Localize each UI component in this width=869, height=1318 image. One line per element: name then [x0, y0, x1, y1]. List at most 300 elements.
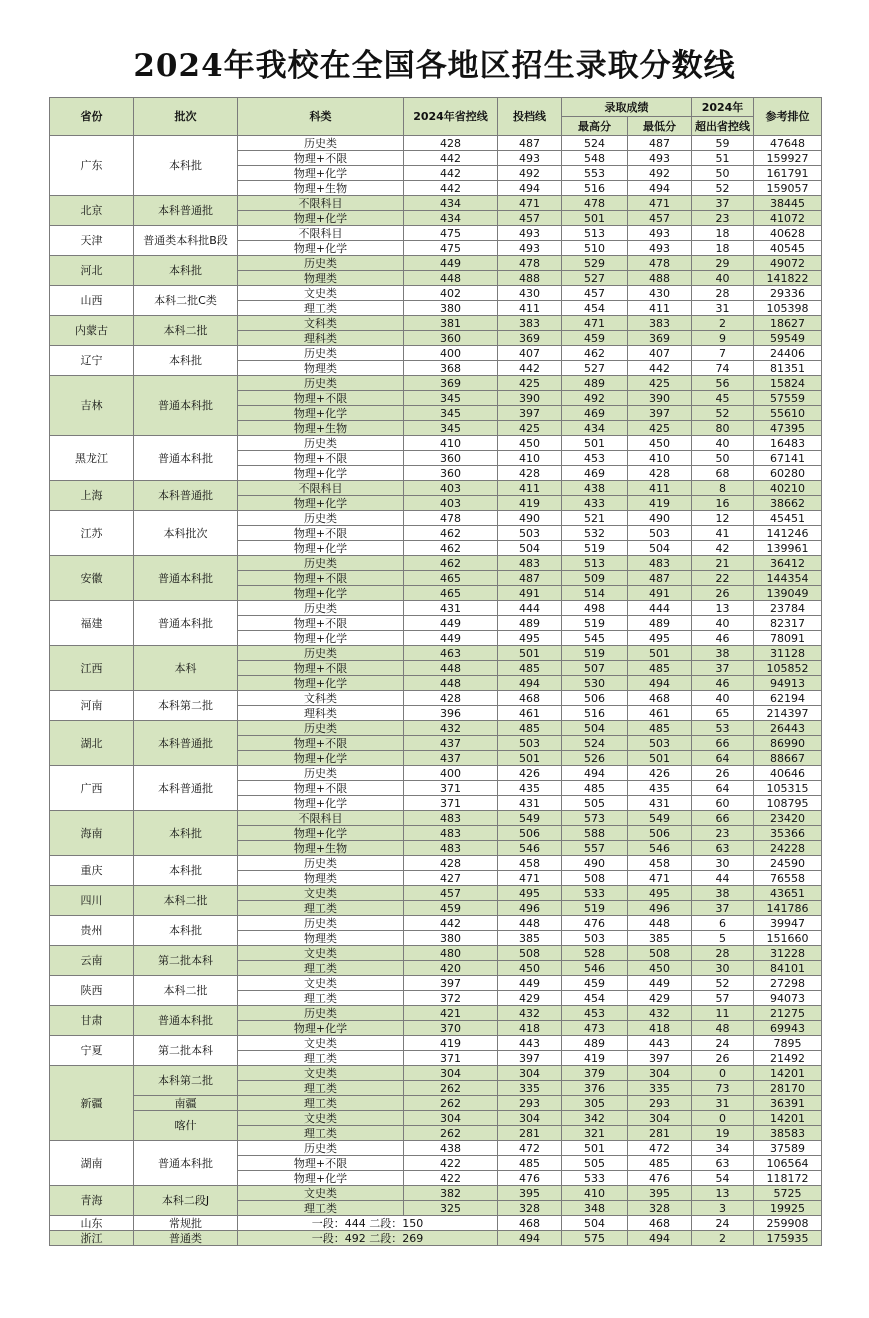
over-line-cell: 23: [692, 211, 754, 226]
max-score-cell: 434: [562, 421, 628, 436]
max-score-cell: 575: [562, 1231, 628, 1246]
over-line-cell: 38: [692, 886, 754, 901]
submit-line-cell: 478: [498, 256, 562, 271]
submit-line-cell: 461: [498, 706, 562, 721]
rank-cell: 37589: [754, 1141, 822, 1156]
header-min: 最低分: [628, 117, 692, 136]
max-score-cell: 379: [562, 1066, 628, 1081]
max-score-cell: 457: [562, 286, 628, 301]
submit-line-cell: 428: [498, 466, 562, 481]
submit-line-cell: 491: [498, 586, 562, 601]
submit-line-cell: 432: [498, 1006, 562, 1021]
subject-cell: 不限科目: [238, 811, 404, 826]
batch-cell: 普通类: [134, 1231, 238, 1246]
batch-cell: 本科批: [134, 136, 238, 196]
batch-cell: 本科普通批: [134, 766, 238, 811]
min-score-cell: 494: [628, 1231, 692, 1246]
min-score-cell: 506: [628, 826, 692, 841]
rank-cell: 139961: [754, 541, 822, 556]
subject-cell: 历史类: [238, 256, 404, 271]
max-score-cell: 501: [562, 211, 628, 226]
submit-line-cell: 493: [498, 226, 562, 241]
rank-cell: 26443: [754, 721, 822, 736]
rank-cell: 67141: [754, 451, 822, 466]
subject-cell: 物理+不限: [238, 661, 404, 676]
max-score-cell: 492: [562, 391, 628, 406]
rank-cell: 47395: [754, 421, 822, 436]
max-score-cell: 490: [562, 856, 628, 871]
rank-cell: 36412: [754, 556, 822, 571]
submit-line-cell: 501: [498, 751, 562, 766]
rank-cell: 23784: [754, 601, 822, 616]
rank-cell: 31228: [754, 946, 822, 961]
batch-cell: 南疆: [134, 1096, 238, 1111]
rank-cell: 40646: [754, 766, 822, 781]
max-score-cell: 453: [562, 1006, 628, 1021]
submit-line-cell: 410: [498, 451, 562, 466]
control-line-cell: 402: [404, 286, 498, 301]
batch-cell: 普通本科批: [134, 1006, 238, 1036]
table-row: [50, 316, 822, 331]
control-line-cell: 345: [404, 421, 498, 436]
max-score-cell: 433: [562, 496, 628, 511]
max-score-cell: 527: [562, 361, 628, 376]
province-cell: 贵州: [50, 916, 134, 946]
min-score-cell: 494: [628, 676, 692, 691]
rank-cell: 40545: [754, 241, 822, 256]
batch-cell: 本科批次: [134, 511, 238, 556]
over-line-cell: 26: [692, 1051, 754, 1066]
subject-cell: 文史类: [238, 946, 404, 961]
rank-cell: 108795: [754, 796, 822, 811]
over-line-cell: 63: [692, 841, 754, 856]
min-score-cell: 496: [628, 901, 692, 916]
header-over-line-1: 2024年: [692, 98, 754, 117]
min-score-cell: 504: [628, 541, 692, 556]
max-score-cell: 505: [562, 1156, 628, 1171]
submit-line-cell: 390: [498, 391, 562, 406]
table-row: [50, 556, 822, 571]
table-row: [50, 511, 822, 526]
province-cell: 江苏: [50, 511, 134, 556]
batch-cell: 本科二段J: [134, 1186, 238, 1216]
table-row: [50, 601, 822, 616]
max-score-cell: 478: [562, 196, 628, 211]
max-score-cell: 485: [562, 781, 628, 796]
submit-line-cell: 493: [498, 241, 562, 256]
over-line-cell: 24: [692, 1036, 754, 1051]
min-score-cell: 472: [628, 1141, 692, 1156]
batch-cell: 本科批: [134, 856, 238, 886]
min-score-cell: 430: [628, 286, 692, 301]
submit-line-cell: 425: [498, 376, 562, 391]
rank-cell: 40628: [754, 226, 822, 241]
control-line-cell: 371: [404, 781, 498, 796]
min-score-cell: 493: [628, 151, 692, 166]
control-line-cell: 304: [404, 1066, 498, 1081]
over-line-cell: 54: [692, 1171, 754, 1186]
over-line-cell: 0: [692, 1111, 754, 1126]
subject-cell: 理科类: [238, 706, 404, 721]
max-score-cell: 504: [562, 1216, 628, 1231]
submit-line-cell: 494: [498, 1231, 562, 1246]
min-score-cell: 495: [628, 631, 692, 646]
batch-cell: 本科批: [134, 811, 238, 856]
table-row: [50, 946, 822, 961]
batch-cell: 普通本科批: [134, 436, 238, 481]
over-line-cell: 7: [692, 346, 754, 361]
submit-line-cell: 419: [498, 496, 562, 511]
over-line-cell: 74: [692, 361, 754, 376]
submit-line-cell: 471: [498, 196, 562, 211]
max-score-cell: 348: [562, 1201, 628, 1216]
over-line-cell: 37: [692, 196, 754, 211]
max-score-cell: 573: [562, 811, 628, 826]
max-score-cell: 476: [562, 916, 628, 931]
over-line-cell: 60: [692, 796, 754, 811]
control-line-cell: 448: [404, 661, 498, 676]
min-score-cell: 444: [628, 601, 692, 616]
submit-line-cell: 508: [498, 946, 562, 961]
min-score-cell: 492: [628, 166, 692, 181]
min-score-cell: 428: [628, 466, 692, 481]
subject-cell: 物理类: [238, 361, 404, 376]
province-cell: 黑龙江: [50, 436, 134, 481]
max-score-cell: 494: [562, 766, 628, 781]
submit-line-cell: 504: [498, 541, 562, 556]
subject-cell: 历史类: [238, 646, 404, 661]
min-score-cell: 485: [628, 1156, 692, 1171]
control-line-cell: 459: [404, 901, 498, 916]
control-line-cell: 449: [404, 256, 498, 271]
province-cell: 天津: [50, 226, 134, 256]
rank-cell: 47648: [754, 136, 822, 151]
admission-score-table: [49, 97, 822, 1246]
subject-cell: 不限科目: [238, 226, 404, 241]
subject-cell: 理工类: [238, 1126, 404, 1141]
over-line-cell: 8: [692, 481, 754, 496]
min-score-cell: 495: [628, 886, 692, 901]
over-line-cell: 52: [692, 181, 754, 196]
control-line-cell: 428: [404, 136, 498, 151]
table-row: [50, 196, 822, 211]
min-score-cell: 443: [628, 1036, 692, 1051]
rank-cell: 82317: [754, 616, 822, 631]
submit-line-cell: 495: [498, 631, 562, 646]
subject-cell: 物理+化学: [238, 496, 404, 511]
over-line-cell: 13: [692, 601, 754, 616]
submit-line-cell: 397: [498, 1051, 562, 1066]
submit-line-cell: 397: [498, 406, 562, 421]
over-line-cell: 64: [692, 781, 754, 796]
over-line-cell: 66: [692, 811, 754, 826]
rank-cell: 21275: [754, 1006, 822, 1021]
over-line-cell: 66: [692, 736, 754, 751]
subject-cell: 理工类: [238, 301, 404, 316]
province-cell: 吉林: [50, 376, 134, 436]
rank-cell: 29336: [754, 286, 822, 301]
control-line-cell: 448: [404, 271, 498, 286]
over-line-cell: 2: [692, 1231, 754, 1246]
submit-line-cell: 495: [498, 886, 562, 901]
min-score-cell: 335: [628, 1081, 692, 1096]
province-cell: 重庆: [50, 856, 134, 886]
over-line-cell: 30: [692, 961, 754, 976]
submit-line-cell: 411: [498, 301, 562, 316]
rank-cell: 214397: [754, 706, 822, 721]
min-score-cell: 493: [628, 241, 692, 256]
max-score-cell: 510: [562, 241, 628, 256]
submit-line-cell: 418: [498, 1021, 562, 1036]
subject-cell: 文科类: [238, 316, 404, 331]
max-score-cell: 438: [562, 481, 628, 496]
over-line-cell: 6: [692, 916, 754, 931]
over-line-cell: 53: [692, 721, 754, 736]
submit-line-cell: 335: [498, 1081, 562, 1096]
submit-line-cell: 443: [498, 1036, 562, 1051]
over-line-cell: 29: [692, 256, 754, 271]
rank-cell: 141786: [754, 901, 822, 916]
submit-line-cell: 546: [498, 841, 562, 856]
control-line-cell: 262: [404, 1096, 498, 1111]
over-line-cell: 26: [692, 586, 754, 601]
subject-cell: 物理+化学: [238, 466, 404, 481]
rank-cell: 7895: [754, 1036, 822, 1051]
subject-cell: 历史类: [238, 346, 404, 361]
control-line-cell: 400: [404, 766, 498, 781]
min-score-cell: 395: [628, 1186, 692, 1201]
province-cell: 湖北: [50, 721, 134, 766]
over-line-cell: 2: [692, 316, 754, 331]
control-line-cell: 403: [404, 481, 498, 496]
province-cell: 青海: [50, 1186, 134, 1216]
table-row: [50, 1186, 822, 1201]
max-score-cell: 548: [562, 151, 628, 166]
control-line-cell: 380: [404, 931, 498, 946]
control-line-cell: 465: [404, 571, 498, 586]
control-line-cell: 371: [404, 796, 498, 811]
control-line-cell: 370: [404, 1021, 498, 1036]
batch-cell: 本科二批: [134, 886, 238, 916]
min-score-cell: 503: [628, 736, 692, 751]
over-line-cell: 3: [692, 1201, 754, 1216]
rank-cell: 38583: [754, 1126, 822, 1141]
rank-cell: 45451: [754, 511, 822, 526]
province-cell: 福建: [50, 601, 134, 646]
control-line-cell: 403: [404, 496, 498, 511]
min-score-cell: 494: [628, 181, 692, 196]
over-line-cell: 18: [692, 241, 754, 256]
min-score-cell: 425: [628, 376, 692, 391]
batch-cell: 本科普通批: [134, 481, 238, 511]
over-line-cell: 68: [692, 466, 754, 481]
province-cell: 安徽: [50, 556, 134, 601]
rank-cell: 18627: [754, 316, 822, 331]
over-line-cell: 40: [692, 616, 754, 631]
rank-cell: 88667: [754, 751, 822, 766]
over-line-cell: 40: [692, 691, 754, 706]
min-score-cell: 304: [628, 1111, 692, 1126]
subject-cell: 物理+化学: [238, 676, 404, 691]
control-line-cell: 483: [404, 811, 498, 826]
max-score-cell: 533: [562, 886, 628, 901]
submit-line-cell: 471: [498, 871, 562, 886]
control-line-cell: 262: [404, 1126, 498, 1141]
over-line-cell: 0: [692, 1066, 754, 1081]
subject-cell: 历史类: [238, 916, 404, 931]
min-score-cell: 468: [628, 1216, 692, 1231]
over-line-cell: 80: [692, 421, 754, 436]
min-score-cell: 476: [628, 1171, 692, 1186]
max-score-cell: 507: [562, 661, 628, 676]
control-line-cell: 369: [404, 376, 498, 391]
control-line-cell: 449: [404, 616, 498, 631]
min-score-cell: 385: [628, 931, 692, 946]
subject-cell: 物理+化学: [238, 1021, 404, 1036]
max-score-cell: 376: [562, 1081, 628, 1096]
min-score-cell: 407: [628, 346, 692, 361]
control-line-cell: 462: [404, 556, 498, 571]
control-line-cell: 360: [404, 466, 498, 481]
control-line-cell: 442: [404, 916, 498, 931]
rank-cell: 159927: [754, 151, 822, 166]
max-score-cell: 509: [562, 571, 628, 586]
over-line-cell: 45: [692, 391, 754, 406]
rank-cell: 36391: [754, 1096, 822, 1111]
table-row: [50, 691, 822, 706]
subject-cell: 历史类: [238, 136, 404, 151]
batch-cell: 第二批本科: [134, 1036, 238, 1066]
rank-cell: 151660: [754, 931, 822, 946]
table-row: [50, 226, 822, 241]
control-line-cell: 371: [404, 1051, 498, 1066]
min-score-cell: 478: [628, 256, 692, 271]
province-cell: 陕西: [50, 976, 134, 1006]
rank-cell: 105315: [754, 781, 822, 796]
province-cell: 上海: [50, 481, 134, 511]
min-score-cell: 304: [628, 1066, 692, 1081]
control-line-cell: 480: [404, 946, 498, 961]
rank-cell: 69943: [754, 1021, 822, 1036]
control-line-note-cell: 一段：492 二段：269: [238, 1231, 498, 1246]
page-title: 2024年我校在全国各地区招生录取分数线: [133, 48, 736, 84]
min-score-cell: 411: [628, 481, 692, 496]
max-score-cell: 501: [562, 1141, 628, 1156]
over-line-cell: 50: [692, 166, 754, 181]
rank-cell: 141822: [754, 271, 822, 286]
control-line-cell: 427: [404, 871, 498, 886]
min-score-cell: 457: [628, 211, 692, 226]
max-score-cell: 489: [562, 376, 628, 391]
rank-cell: 43651: [754, 886, 822, 901]
submit-line-cell: 494: [498, 181, 562, 196]
max-score-cell: 342: [562, 1111, 628, 1126]
min-score-cell: 429: [628, 991, 692, 1006]
over-line-cell: 37: [692, 661, 754, 676]
table-row: [50, 1006, 822, 1021]
control-line-cell: 396: [404, 706, 498, 721]
control-line-cell: 304: [404, 1111, 498, 1126]
header-control-line: 2024年省控线: [404, 98, 498, 136]
max-score-cell: 506: [562, 691, 628, 706]
max-score-cell: 471: [562, 316, 628, 331]
control-line-cell: 419: [404, 1036, 498, 1051]
control-line-cell: 372: [404, 991, 498, 1006]
province-cell: 新疆: [50, 1066, 134, 1141]
max-score-cell: 545: [562, 631, 628, 646]
subject-cell: 理工类: [238, 1201, 404, 1216]
table-row: [50, 646, 822, 661]
min-score-cell: 383: [628, 316, 692, 331]
subject-cell: 理工类: [238, 1051, 404, 1066]
submit-line-cell: 450: [498, 961, 562, 976]
control-line-cell: 360: [404, 451, 498, 466]
max-score-cell: 533: [562, 1171, 628, 1186]
min-score-cell: 328: [628, 1201, 692, 1216]
control-line-cell: 442: [404, 166, 498, 181]
subject-cell: 物理类: [238, 271, 404, 286]
max-score-cell: 459: [562, 976, 628, 991]
control-line-cell: 463: [404, 646, 498, 661]
header-admission: 录取成绩: [562, 98, 692, 117]
header-max: 最高分: [562, 117, 628, 136]
control-line-cell: 382: [404, 1186, 498, 1201]
submit-line-cell: 429: [498, 991, 562, 1006]
rank-cell: 94913: [754, 676, 822, 691]
submit-line-cell: 549: [498, 811, 562, 826]
province-cell: 内蒙古: [50, 316, 134, 346]
min-score-cell: 485: [628, 721, 692, 736]
max-score-cell: 454: [562, 301, 628, 316]
max-score-cell: 516: [562, 181, 628, 196]
submit-line-cell: 487: [498, 136, 562, 151]
subject-cell: 理工类: [238, 1096, 404, 1111]
subject-cell: 物理+化学: [238, 541, 404, 556]
submit-line-cell: 385: [498, 931, 562, 946]
submit-line-cell: 472: [498, 1141, 562, 1156]
province-cell: 河北: [50, 256, 134, 286]
subject-cell: 物理+生物: [238, 421, 404, 436]
rank-cell: 19925: [754, 1201, 822, 1216]
control-line-cell: 462: [404, 541, 498, 556]
rank-cell: 78091: [754, 631, 822, 646]
rank-cell: 41072: [754, 211, 822, 226]
control-line-cell: 400: [404, 346, 498, 361]
over-line-cell: 21: [692, 556, 754, 571]
batch-cell: 普通类本科批B段: [134, 226, 238, 256]
batch-cell: 本科: [134, 646, 238, 691]
table-row: [50, 721, 822, 736]
subject-cell: 文史类: [238, 286, 404, 301]
min-score-cell: 468: [628, 691, 692, 706]
submit-line-cell: 444: [498, 601, 562, 616]
max-score-cell: 454: [562, 991, 628, 1006]
max-score-cell: 524: [562, 736, 628, 751]
min-score-cell: 487: [628, 571, 692, 586]
subject-cell: 历史类: [238, 376, 404, 391]
min-score-cell: 397: [628, 1051, 692, 1066]
province-cell: 海南: [50, 811, 134, 856]
batch-cell: 本科普通批: [134, 721, 238, 766]
over-line-cell: 28: [692, 946, 754, 961]
submit-line-cell: 407: [498, 346, 562, 361]
max-score-cell: 527: [562, 271, 628, 286]
min-score-cell: 448: [628, 916, 692, 931]
min-score-cell: 501: [628, 751, 692, 766]
control-line-cell: 360: [404, 331, 498, 346]
subject-cell: 理工类: [238, 901, 404, 916]
rank-cell: 28170: [754, 1081, 822, 1096]
